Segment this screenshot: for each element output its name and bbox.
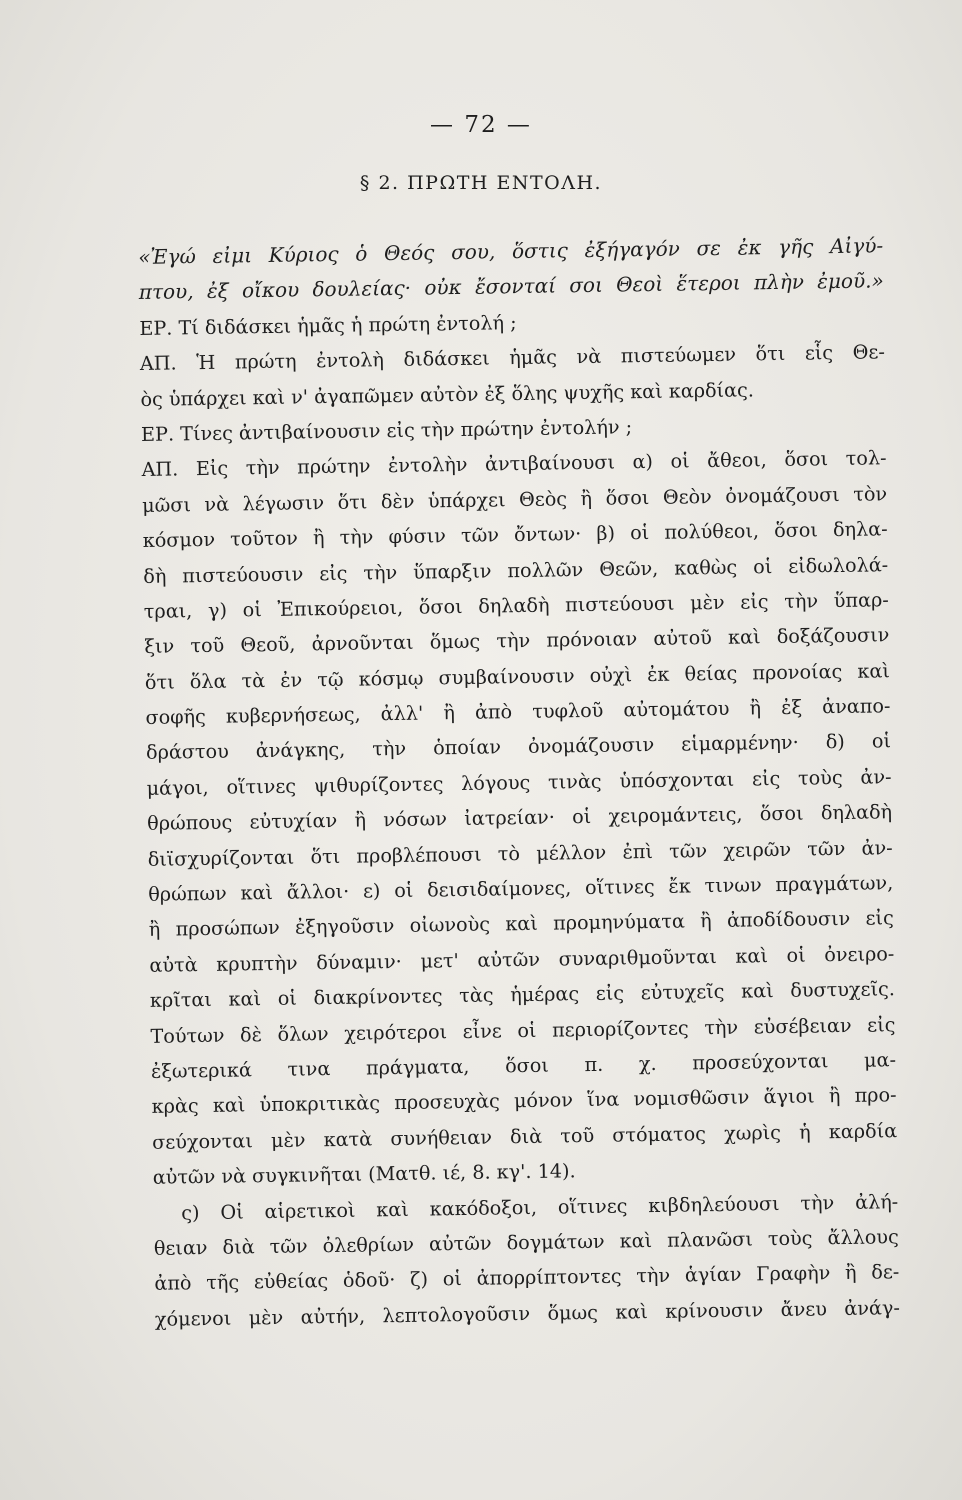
text-line: ΕΡ. Τί διδάσκει ἡμᾶς ἡ πρώτη ἐντολή ; — [139, 310, 517, 340]
text-line: ξιν τοῦ Θεοῦ, ἀρνοῦνται ὅμως τὴν πρόνοιαν αὐτοῦ καὶ δοξάζουσιν — [144, 623, 890, 659]
text-line: σοφῆς κυβερνήσεως, ἀλλ' ἢ ἀπὸ τυφλοῦ αὐτομάτου ἢ ἐξ ἀναπο- — [145, 694, 891, 730]
text-line: Τούτων δὲ ὅλων χειρότεροι εἶνε οἱ περιορίζοντες τὴν εὐσέβειαν εἰς — [150, 1012, 896, 1048]
text-line: θρώπους εὐτυχίαν ἢ νόσων ἰατρείαν· οἱ χειρομάντεις, ὅσοι δηλαδὴ — [146, 800, 893, 836]
text-line: «Ἐγώ εἰμι Κύριος ὁ Θεός σου, ὅστις ἐξήγαγόν σε ἐκ γῆς Αἰγύ- — [138, 233, 884, 269]
text-line: ὅτι ὅλα τὰ ἐν τῷ κόσμῳ συμβαίνουσιν οὐχὶ ἐκ θείας προνοίας καὶ — [144, 658, 891, 694]
text-line: κόσμον τοῦτον ἢ τὴν φύσιν τῶν ὄντων· β) οἱ πολύθεοι, ὅσοι δηλα- — [142, 517, 888, 553]
text-line: αὐτῶν νὰ συγκινῆται (Ματθ. ιέ, 8. κγ'. 14). — [152, 1159, 576, 1190]
section-title: § 2. ΠΡΩΤΗ ΕΝΤΟΛΗ. — [359, 172, 603, 194]
text-line: μάγοι, οἵτινες ψιθυρίζοντες λόγους τινὰς ὑπόσχονται εἰς τοὺς ἀν- — [146, 765, 892, 800]
text-line: ἐξωτερικά τινα πράγματα, ὅσοι π. χ. προσεύχονται μα- — [150, 1048, 897, 1083]
text-line: μῶσι νὰ λέγωσιν ὅτι δὲν ὑπάρχει Θεὸς ἢ ὅσοι Θεὸν ὀνομάζουσι τὸν — [141, 482, 888, 517]
body-text — [138, 228, 900, 1337]
text-line: κρὰς καὶ ὑποκριτικὰς προσευχὰς μόνον ἵνα νομισθῶσιν ἅγιοι ἢ προ- — [151, 1083, 897, 1119]
text-line: ἀπὸ τῆς εὐθείας ὁδοῦ· ζ) οἱ ἀπορρίπτοντες τὴν ἁγίαν Γραφὴν ἢ δε- — [154, 1260, 900, 1296]
text-line: ς) Οἱ αἱρετικοὶ καὶ κακόδοξοι, οἵτινες κιβδηλεύουσι τὴν ἀλή- — [181, 1189, 899, 1224]
text-line: ὸς ὑπάρχει καὶ ν' ἀγαπῶμεν αὐτὸν ἐξ ὅλης ψυχῆς καὶ καρδίας. — [140, 377, 755, 411]
text-line: πτου, ἐξ οἴκου δουλείας· οὐκ ἔσονταί σοι Θεοὶ ἕτεροι πλὴν ἐμοῦ.» — [138, 268, 884, 305]
text-line: τραι, γ) οἱ Ἐπικούρειοι, ὅσοι δηλαδὴ πιστεύουσι μὲν εἰς τὴν ὕπαρ- — [143, 588, 889, 623]
text-line: χόμενοι μὲν αὐτήν, λεπτολογοῦσιν ὅμως καὶ κρίνουσιν ἄνευ ἀνάγ- — [154, 1295, 901, 1331]
text-line: κρῖται καὶ οἱ διακρίνοντες τὰς ἡμέρας εἰς εὐτυχεῖς καὶ δυστυχεῖς. — [149, 977, 896, 1013]
text-line: σεύχονται μὲν κατὰ συνήθειαν διὰ τοῦ στόματος χωρὶς ἡ καρδία — [151, 1118, 898, 1154]
text-line: θρώπων καὶ ἄλλοι· ε) οἱ δεισιδαίμονες, οἵτινες ἔκ τινων πραγμάτων, — [148, 871, 894, 906]
text-line: θειαν διὰ τῶν ὀλεθρίων αὐτῶν δογμάτων καὶ πλανῶσι τοὺς ἄλλους — [153, 1225, 899, 1260]
page-number: — 72 — — [430, 112, 532, 138]
text-line: ἢ προσώπων ἐξηγοῦσιν οἰωνοὺς καὶ προμηνύματα ἢ ἀποδίδουσιν εἰς — [148, 906, 894, 942]
text-line: δράστου ἀνάγκης, τὴν ὁποίαν ὀνομάζουσιν εἱμαρμένην· δ) οἱ — [145, 729, 892, 765]
text-line: ΑΠ. Εἰς τὴν πρώτην ἐντολὴν ἀντιβαίνουσι α) οἱ ἄθεοι, ὅσοι τολ- — [141, 446, 887, 482]
text-line: ΕΡ. Τίνες ἀντιβαίνουσιν εἰς τὴν πρώτην ἐντολήν ; — [140, 415, 633, 446]
text-line: ΑΠ. Ἡ πρώτη ἐντολὴ διδάσκει ἡμᾶς νὰ πιστεύωμεν ὅτι εἷς Θε- — [139, 340, 886, 376]
text-line: αὐτὰ κρυπτὴν δύναμιν· μετ' αὐτῶν συναριθμοῦνται καὶ οἱ ὀνειρο- — [149, 942, 895, 977]
text-line: δὴ πιστεύουσιν εἰς τὴν ὕπαρξιν πολλῶν Θεῶν, καθὼς οἱ εἰδωλολά- — [143, 552, 889, 588]
text-line: διϊσχυρίζονται ὅτι προβλέπουσι τὸ μέλλον ἐπὶ τῶν χειρῶν τῶν ἀν- — [147, 835, 893, 871]
